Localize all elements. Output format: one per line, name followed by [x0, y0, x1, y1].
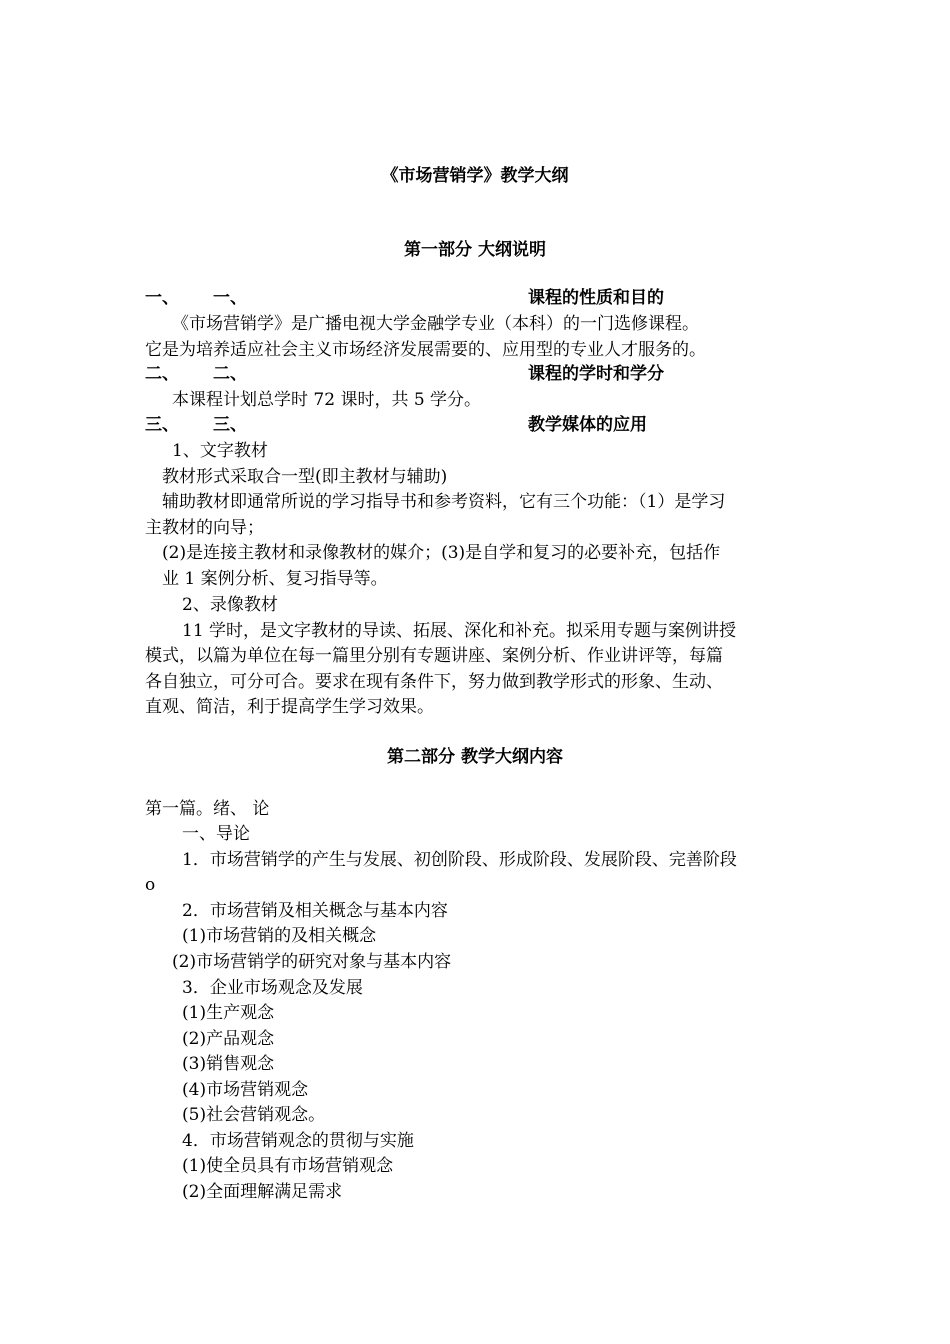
- c1-item3-sub2: (2)产品观念: [182, 1029, 275, 1049]
- section1-title: 课程的性质和目的: [528, 288, 664, 308]
- c1-item2-sub2: (2)市场营销学的研究对象与基本内容: [172, 952, 452, 972]
- c1-item4-sub2: (2)全面理解满足需求: [182, 1182, 343, 1202]
- section2-marker: 二、: [145, 364, 179, 384]
- c1-item3-sub5: (5)社会营销观念。: [182, 1105, 326, 1125]
- s3-item2-heading: 2、录像教材: [182, 595, 278, 615]
- c1-item2-sub1: (1)市场营销的及相关概念: [182, 926, 377, 946]
- part2-heading: 第二部分 教学大纲内容: [387, 747, 563, 767]
- c1-item3-sub3: (3)销售观念: [182, 1054, 275, 1074]
- s3-item1-paragraph2-line1: 辅助教材即通常所说的学习指导书和参考资料，它有三个功能：（1）是学习: [162, 492, 726, 512]
- section1-marker: 一、: [145, 288, 179, 308]
- c1-item2: 2．市场营销及相关概念与基本内容: [182, 901, 448, 921]
- s3-item2-paragraph-line3: 各自独立，可分可合。要求在现有条件下，努力做到教学形式的形象、生动、: [145, 672, 723, 692]
- c1-item1-line1: 1．市场营销学的产生与发展、初创阶段、形成阶段、发展阶段、完善阶段: [182, 850, 737, 870]
- c1-item3-sub1: (1)生产观念: [182, 1003, 275, 1023]
- section2-paragraph: 本课程计划总学时 72 课时，共 5 学分。: [172, 390, 482, 410]
- c1-item3: 3．企业市场观念及发展: [182, 978, 363, 998]
- s3-item1-paragraph3-line2: 业 1 案例分析、复习指导等。: [162, 569, 388, 589]
- section3-marker: 三、: [145, 415, 179, 435]
- part1-heading: 第一部分 大纲说明: [404, 240, 546, 260]
- chapter1-heading: 第一篇。绪、 论: [145, 799, 270, 819]
- s3-item2-paragraph-line2: 模式，以篇为单位在每一篇里分别有专题讲座、案例分析、作业讲评等，每篇: [145, 646, 723, 666]
- c1-item4-sub1: (1)使全员具有市场营销观念: [182, 1156, 394, 1176]
- s3-item2-paragraph-line1: 11 学时，是文字教材的导读、拓展、深化和补充。拟采用专题与案例讲授: [182, 621, 737, 641]
- c1-item1-line2: o: [145, 875, 156, 895]
- document-title: 《市场营销学》教学大纲: [381, 166, 569, 186]
- section3-title: 教学媒体的应用: [528, 415, 647, 435]
- section1-paragraph-line1: 《市场营销学》是广播电视大学金融学专业（本科）的一门选修课程。: [172, 314, 699, 334]
- section2-title: 课程的学时和学分: [528, 364, 664, 384]
- section3-number: 三、: [213, 415, 247, 435]
- section1-number: 一、: [213, 288, 247, 308]
- c1-item4: 4．市场营销观念的贯彻与实施: [182, 1131, 414, 1151]
- section2-number: 二、: [213, 364, 247, 384]
- s3-item1-heading: 1、文字教材: [172, 441, 268, 461]
- s3-item2-paragraph-line4: 直观、简洁，利于提高学生学习效果。: [145, 697, 434, 717]
- s3-item1-paragraph3-line1: (2)是连接主教材和录像教材的媒介；(3)是自学和复习的必要补充，包括作: [162, 543, 721, 563]
- s3-item1-paragraph1: 教材形式采取合一型(即主教材与辅助): [162, 467, 448, 487]
- s3-item1-paragraph2-line2: 主教材的向导；: [145, 518, 264, 538]
- c1-section1-heading: 一、导论: [182, 824, 250, 844]
- c1-item3-sub4: (4)市场营销观念: [182, 1080, 309, 1100]
- section1-paragraph-line2: 它是为培养适应社会主义市场经济发展需要的、应用型的专业人才服务的。: [145, 340, 706, 360]
